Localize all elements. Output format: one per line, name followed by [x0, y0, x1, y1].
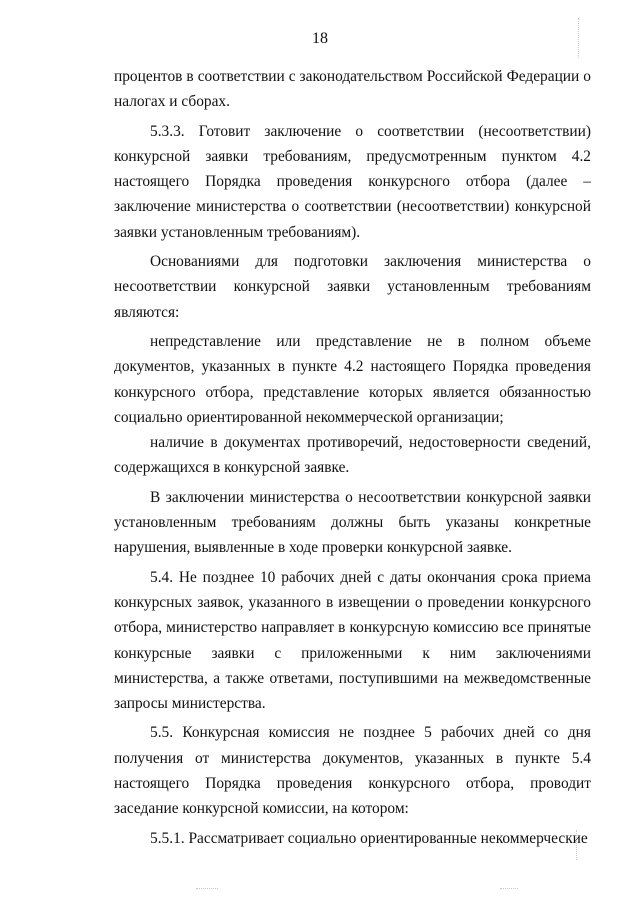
- paragraph-ground-item-2: наличие в документах противоречий, недостоверности сведений, содержащихся в конкурсной заявке.: [114, 434, 591, 477]
- paragraph-continuation: процентов в соответствии с законодательством Российской Федерации о налогах и сборах.: [114, 68, 591, 111]
- paragraph-5-4: 5.4. Не позднее 10 рабочих дней с даты окончания срока приема конкурсных заявок, указанного в извещении о проведении конкурсного отбора, министерство направляет в конкурсную комиссию все принятые конкурсные заявки с приложенными к ним заключениями министерства, а также ответами, поступившими на межведомственные запросы министерства.: [114, 568, 591, 713]
- scan-artifact: [500, 888, 518, 890]
- paragraph-ground-item-1: непредставление или представление не в полном объеме документов, указанных в пункте 4.2 настоящего Порядка проведения конкурсного отбора, представление которых является обязанностью социально ориентированной некоммерческой организации;: [114, 332, 591, 426]
- document-body: [114, 64, 591, 851]
- scan-artifact: [196, 888, 218, 890]
- paragraph-5-3-3: 5.3.3. Готовит заключение о соответствии (несоответствии) конкурсной заявки требованиям, предусмотренным пунктом 4.2 настоящего Порядка проведения конкурсного отбора (далее – заключение министерства о соответствии (несоответствии) конкурсной заявки установленным требованиям).: [114, 122, 591, 241]
- paragraph-5-5: 5.5. Конкурсная комиссия не позднее 5 рабочих дней со дня получения от министерства документов, указанных в пункте 5.4 настоящего Порядка проведения конкурсного отбора, проводит заседание конкурсной комиссии, на котором:: [114, 724, 591, 818]
- paragraph-5-5-1: 5.5.1. Рассматривает социально ориентированные некоммерческие: [150, 829, 588, 847]
- page-number: 18: [312, 30, 328, 47]
- paragraph-grounds: Основаниями для подготовки заключения министерства о несоответствии конкурсной заявки установленным требованиям являются:: [114, 253, 591, 321]
- paragraph-conclusion-violations: В заключении министерства о несоответствии конкурсной заявки установленным требованиям должны быть указаны конкретные нарушения, выявленные в ходе проверки конкурсной заявке.: [114, 488, 591, 557]
